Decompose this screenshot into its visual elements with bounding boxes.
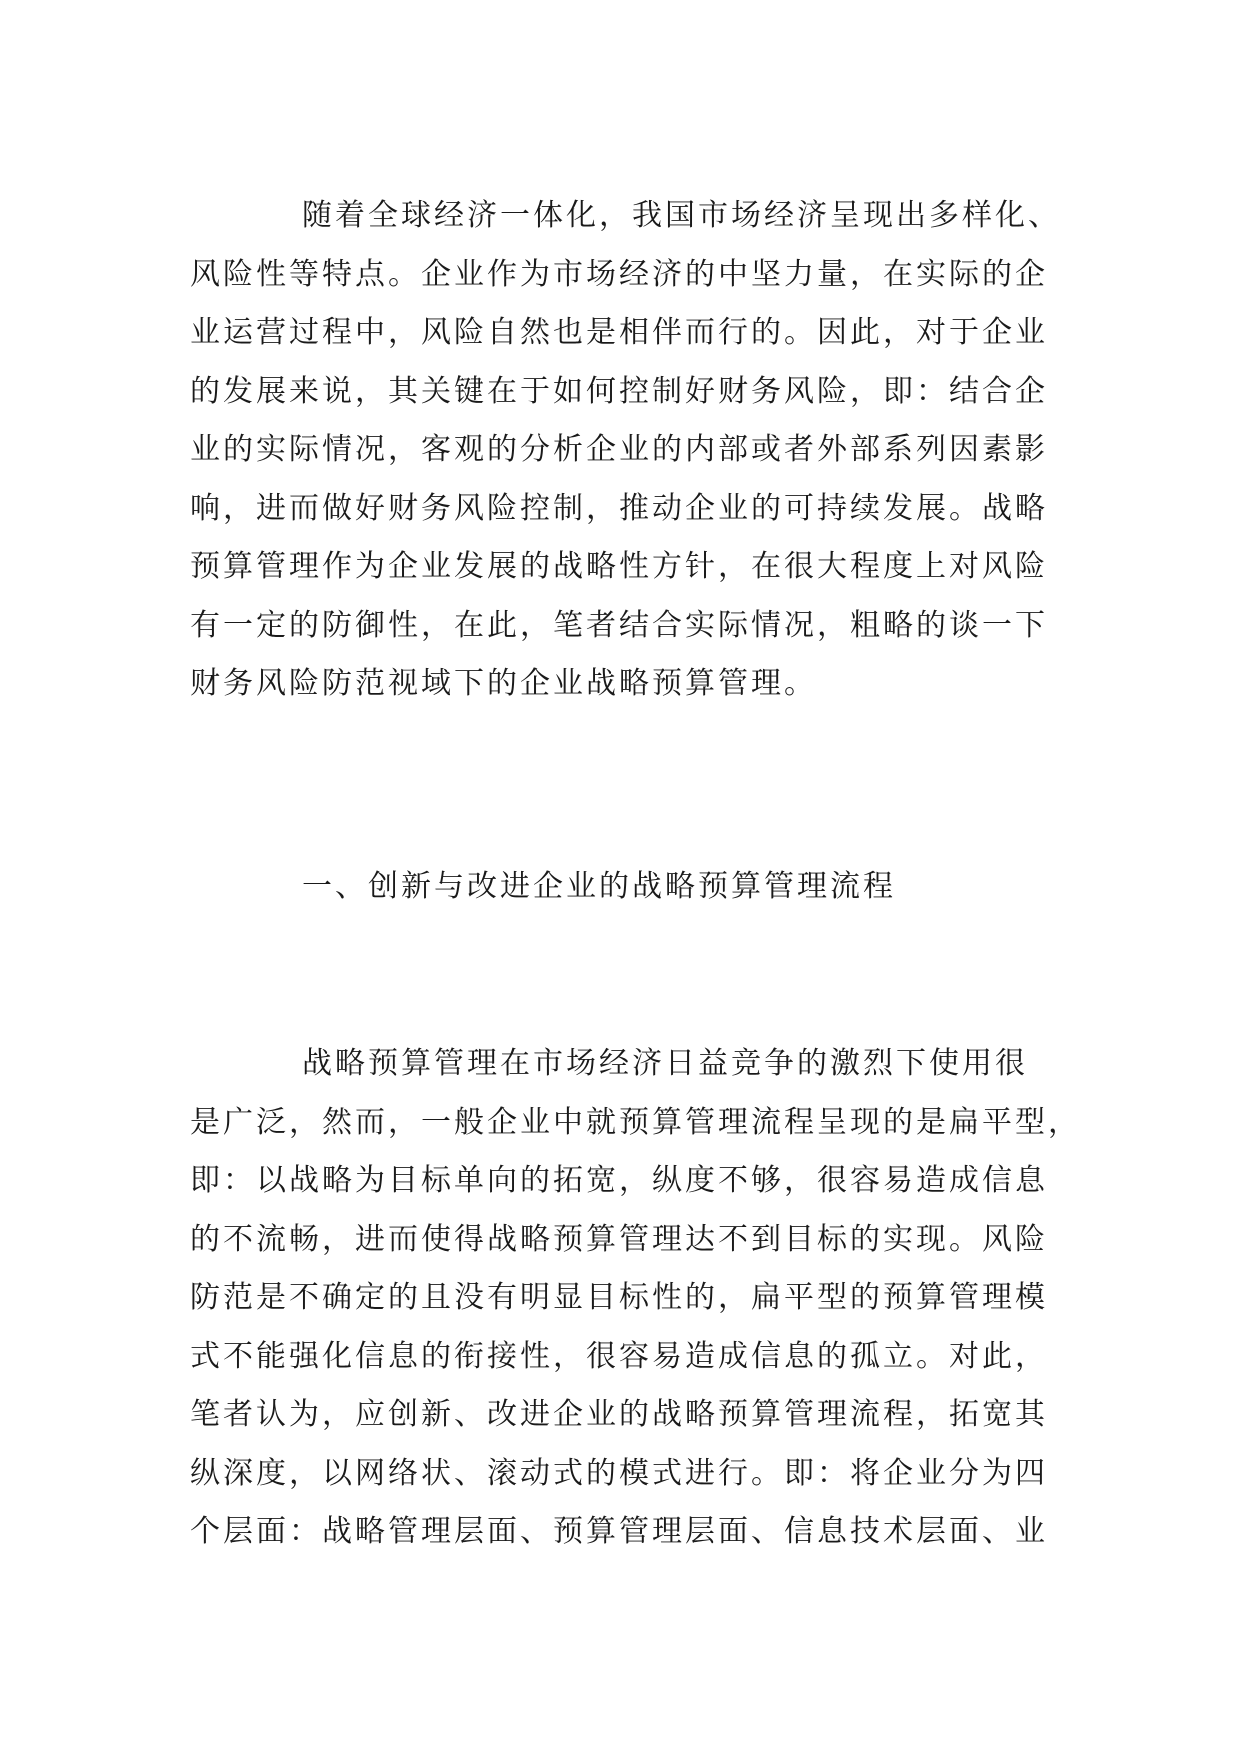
intro-paragraph bbox=[190, 187, 1060, 714]
paragraph-line: 即：以战略为目标单向的拓宽，纵度不够，很容易造成信息 bbox=[190, 1163, 1048, 1198]
paragraph-line: 的发展来说，其关键在于如何控制好财务风险，即：结合企 bbox=[190, 373, 1048, 409]
paragraph-line: 风险性等特点。企业作为市场经济的中坚力量，在实际的企 bbox=[190, 256, 1048, 292]
paragraph-line: 笔者认为，应创新、改进企业的战略预算管理流程，拓宽其 bbox=[190, 1397, 1048, 1432]
section-heading bbox=[190, 858, 1060, 917]
paragraph-line: 响，进而做好财务风险控制，推动企业的可持续发展。战略 bbox=[190, 490, 1048, 526]
paragraph-line: 的不流畅，进而使得战略预算管理达不到目标的实现。风险 bbox=[190, 1221, 1048, 1257]
paragraph-line: 纵深度，以网络状、滚动式的模式进行。即：将企业分为四 bbox=[190, 1455, 1048, 1491]
paragraph-line: 业的实际情况，客观的分析企业的内部或者外部系列因素影 bbox=[190, 432, 1048, 467]
heading-text: 一、创新与改进企业的战略预算管理流程 bbox=[302, 869, 896, 904]
paragraph-line: 业运营过程中，风险自然也是相伴而行的。因此，对于企业 bbox=[190, 315, 1048, 350]
section-paragraph bbox=[190, 1035, 1081, 1562]
paragraph-line: 随着全球经济一体化，我国市场经济呈现出多样化、 bbox=[302, 198, 1061, 233]
paragraph-line: 式不能强化信息的衔接性，很容易造成信息的孤立。对此， bbox=[190, 1338, 1048, 1374]
paragraph-line: 防范是不确定的且没有明显目标性的，扁平型的预算管理模 bbox=[190, 1280, 1048, 1315]
paragraph-line: 个层面：战略管理层面、预算管理层面、信息技术层面、业 bbox=[190, 1514, 1048, 1549]
paragraph-line: 预算管理作为企业发展的战略性方针，在很大程度上对风险 bbox=[190, 549, 1048, 584]
paragraph-line: 财务风险防范视域下的企业战略预算管理。 bbox=[190, 666, 817, 701]
paragraph-line: 有一定的防御性，在此，笔者结合实际情况，粗略的谈一下 bbox=[190, 607, 1048, 643]
paragraph-line: 是广泛，然而，一般企业中就预算管理流程呈现的是扁平型， bbox=[190, 1104, 1081, 1140]
paragraph-line: 战略预算管理在市场经济日益竞争的激烈下使用很 bbox=[302, 1046, 1028, 1081]
